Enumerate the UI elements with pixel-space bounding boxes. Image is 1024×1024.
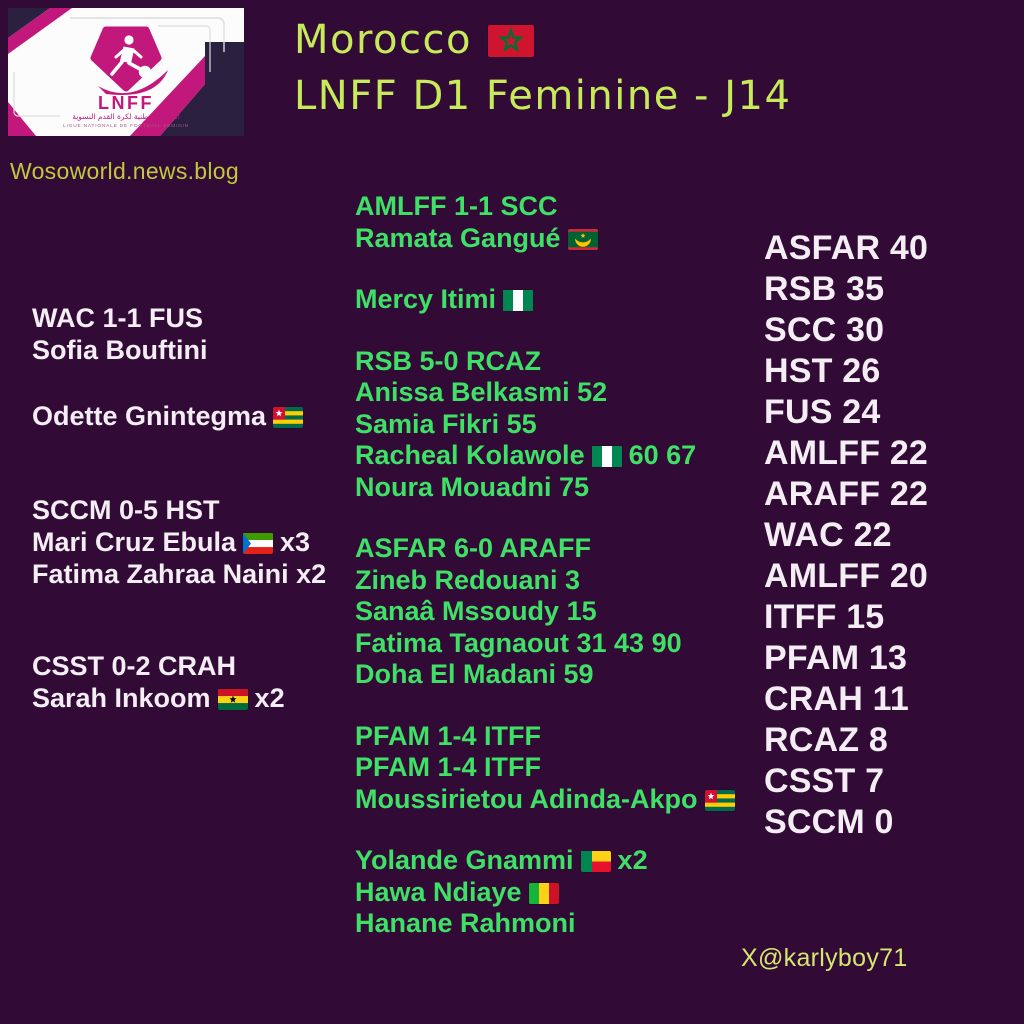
logo-acronym: LNFF [98,93,154,113]
result-text: Moussirietou Adinda-Akpo [355,783,698,814]
result-text: Mari Cruz Ebula [32,527,237,557]
match-block [355,284,742,316]
result-line [355,784,742,816]
result-suffix: 60 67 [628,440,697,470]
result-text: Ramata Gangué [355,222,561,253]
title-line-country [294,12,791,68]
result-text: Sarah Inkoom [32,683,211,713]
result-text: AMLFF 1-1 SCC [355,191,558,221]
result-line [355,223,742,255]
result-text: ASFAR 6-0 ARAFF [355,533,592,563]
standings-row: SCCM 0 [764,803,894,841]
result-line [355,565,742,597]
result-text: PFAM 1-4 ITFF [355,720,542,751]
result-line [355,628,742,660]
result-line [355,908,742,940]
result-text: SCCM 0-5 HST [32,495,220,525]
match-block [355,346,742,504]
result-text: Mercy Itimi [355,284,497,314]
nigeria-flag-icon [592,446,622,467]
result-text: Yolande Gnammi [355,845,574,875]
standings-row: SCC 30 [764,311,885,349]
result-text: Hawa Ndiaye [355,876,522,907]
match-block [355,721,742,816]
result-line [355,409,742,441]
match-block [355,845,742,940]
title-country-text: Morocco [294,17,472,63]
standings-row: AMLFF 20 [764,557,929,595]
mali-flag-icon [529,883,559,904]
result-line [355,440,742,472]
match-block [32,302,326,366]
result-text: WAC 1-1 FUS [32,303,204,333]
result-text: Sofia Bouftini [32,335,208,365]
lnff-logo-banner [8,8,244,136]
result-line [32,334,326,366]
result-line [32,526,326,558]
mauritania-flag-icon [568,229,598,250]
match-block [32,494,326,590]
results-column-middle [355,191,742,970]
standings-row: CSST 7 [764,762,885,800]
result-text: Sanaâ Mssoudy 15 [355,596,597,626]
standings-row: RCAZ 8 [764,721,888,759]
standings-row: ITFF 15 [764,598,885,636]
result-line [355,472,742,504]
result-text: Fatima Zahraa Naini x2 [32,559,327,589]
result-text: Doha El Madani 59 [355,659,594,689]
result-line [355,377,742,409]
standings-row: RSB 35 [764,270,885,308]
ghana-flag-icon [218,689,248,710]
result-suffix: x2 [617,845,648,875]
result-text: RSB 5-0 RCAZ [355,345,542,376]
standings-row: ARAFF 22 [764,475,929,513]
standings-row: FUS 24 [764,393,881,431]
result-line [355,752,742,784]
title-line-competition: LNFF D1 Feminine - J14 [294,73,792,119]
match-block [355,191,742,254]
standings-row: ASFAR 40 [764,229,929,267]
result-text: Fatima Tagnaout 31 43 90 [355,627,682,658]
match-block [32,650,326,714]
morocco-flag-icon [488,25,534,57]
football-ball [139,66,151,78]
togo-flag-icon [273,407,303,428]
result-text: CSST 0-2 CRAH [32,651,237,681]
result-line [355,284,742,316]
result-line [355,191,742,223]
result-line [355,596,742,628]
result-line [32,400,326,432]
page-title [294,12,791,124]
result-line [32,682,326,714]
result-text: Noura Mouadni 75 [355,471,590,502]
lnff-logo-graphic [8,8,244,136]
result-line [32,302,326,334]
standings-row: CRAH 11 [764,680,910,718]
result-line [32,558,326,590]
equatorial-guinea-flag-icon [243,533,273,554]
result-text: Zineb Redouani 3 [355,564,581,595]
result-line [32,494,326,526]
result-line [355,845,742,877]
result-line [355,877,742,909]
result-line [355,533,742,565]
logo-arabic-name: العصبة الوطنية لكرة القدم النسوية [72,112,180,121]
result-text: PFAM 1-4 ITFF [355,752,542,782]
result-suffix: x2 [254,683,285,713]
standings-column [764,228,928,843]
watermark-text: Wosoworld.news.blog [10,158,239,184]
player-head [124,35,133,44]
result-line [355,721,742,753]
result-text: Racheal Kolawole [355,440,585,470]
result-text: Samia Fikri 55 [355,408,537,439]
title-flag-slot [472,12,534,68]
result-line [355,346,742,378]
result-line [32,650,326,682]
result-suffix: x3 [280,527,311,557]
result-text: Hanane Rahmoni [355,908,576,938]
credit-handle: X@karlyboy71 [741,944,908,972]
standings-row: PFAM 13 [764,639,908,677]
result-text: Anissa Belkasmi 52 [355,377,608,407]
result-text: Odette Gnintegma [32,401,267,431]
nigeria-flag-icon [503,290,533,311]
match-block [355,533,742,691]
togo-flag-icon [705,790,735,811]
standings-row: WAC 22 [764,516,892,554]
match-block [32,400,326,432]
standings-row: HST 26 [764,352,881,390]
results-column-left [32,302,326,748]
result-line [355,659,742,691]
standings-row: AMLFF 22 [764,434,929,472]
benin-flag-icon [581,851,611,872]
logo-caption: LIGUE NATIONALE DE FOOTBALL FEMININ [63,124,189,129]
